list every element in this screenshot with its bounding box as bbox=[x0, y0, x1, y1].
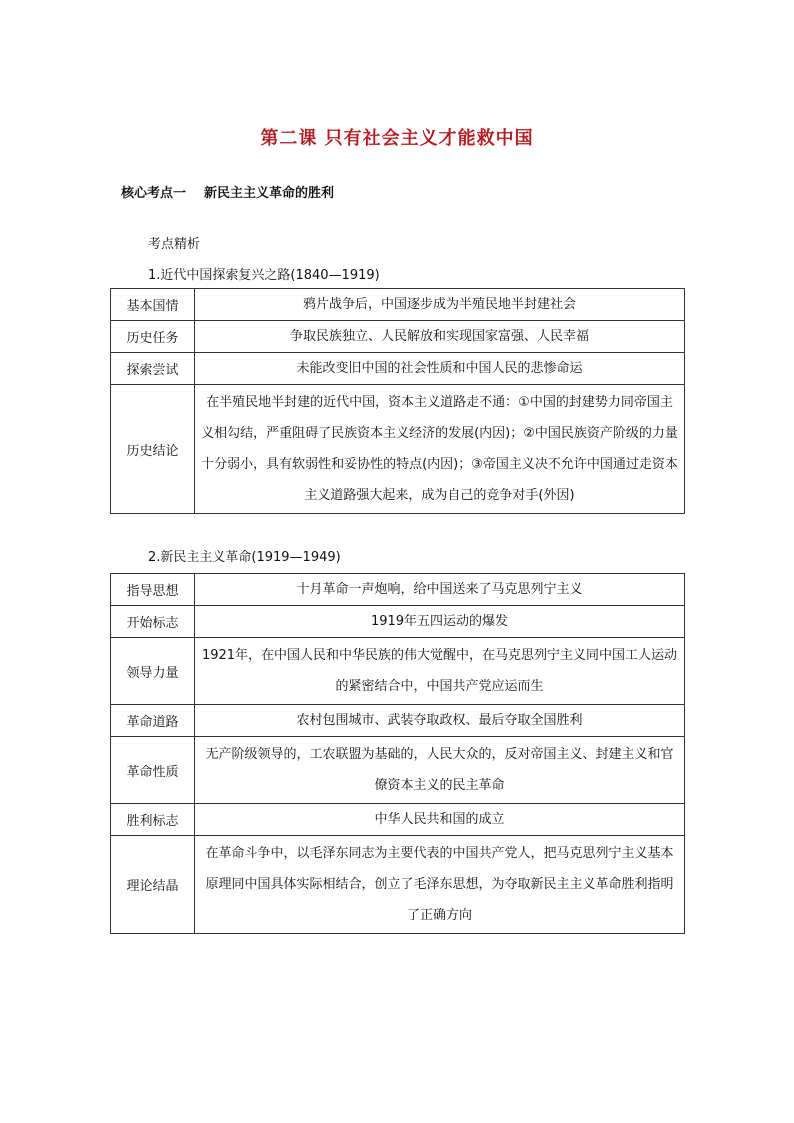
table-row bbox=[111, 737, 685, 804]
row-value: 在半殖民地半封建的近代中国，资本主义道路走不通：①中国的封建势力同帝国主义相勾结，严重阻碍了民族资本主义经济的发展(内因)；②中国民族资产阶级的力量十分弱小，具有软弱性和妥协性的特点(内因)；③帝国主义决不允许中国通过走资本主义道路强大起来，成为自己的竞争对手(外因) bbox=[195, 385, 685, 514]
row-label: 领导力量 bbox=[111, 638, 195, 705]
table-row bbox=[111, 353, 685, 385]
table-row bbox=[111, 804, 685, 836]
revolution-table bbox=[110, 573, 685, 934]
table-row bbox=[111, 289, 685, 321]
row-label: 探索尝试 bbox=[111, 353, 195, 385]
row-label: 历史任务 bbox=[111, 321, 195, 353]
table-row bbox=[111, 638, 685, 705]
table-row bbox=[111, 321, 685, 353]
row-value: 未能改变旧中国的社会性质和中国人民的悲惨命运 bbox=[195, 353, 685, 385]
table-row bbox=[111, 385, 685, 514]
page-title: 第二课 只有社会主义才能救中国 bbox=[260, 128, 534, 149]
row-value: 争取民族独立、人民解放和实现国家富强、人民幸福 bbox=[195, 321, 685, 353]
table-row bbox=[111, 606, 685, 638]
row-label: 基本国情 bbox=[111, 289, 195, 321]
row-label: 理论结晶 bbox=[111, 836, 195, 934]
row-value: 1921年，在中国人民和中华民族的伟大觉醒中，在马克思列宁主义同中国工人运动的紧密结合中，中国共产党应运而生 bbox=[195, 638, 685, 705]
table-row bbox=[111, 836, 685, 934]
row-label: 革命性质 bbox=[111, 737, 195, 804]
row-label: 胜利标志 bbox=[111, 804, 195, 836]
row-value: 1919年五四运动的爆发 bbox=[195, 606, 685, 638]
section-label: 核心考点一 bbox=[121, 186, 187, 201]
row-label: 开始标志 bbox=[111, 606, 195, 638]
row-value: 中华人民共和国的成立 bbox=[195, 804, 685, 836]
row-label: 指导思想 bbox=[111, 574, 195, 606]
table-row bbox=[111, 705, 685, 737]
row-value: 无产阶级领导的，工农联盟为基础的，人民大众的，反对帝国主义、封建主义和官僚资本主义的民主革命 bbox=[195, 737, 685, 804]
section-title: 新民主主义革命的胜利 bbox=[204, 186, 335, 201]
exploration-table bbox=[110, 288, 685, 514]
row-value: 农村包围城市、武装夺取政权、最后夺取全国胜利 bbox=[195, 705, 685, 737]
table-row bbox=[111, 574, 685, 606]
subheading: 考点精析 bbox=[148, 237, 201, 252]
table1-caption: 1.近代中国探索复兴之路(1840—1919) bbox=[148, 268, 380, 283]
row-value: 在革命斗争中，以毛泽东同志为主要代表的中国共产党人，把马克思列宁主义基本原理同中国具体实际相结合，创立了毛泽东思想，为夺取新民主主义革命胜利指明了正确方向 bbox=[195, 836, 685, 934]
section-heading bbox=[121, 182, 334, 201]
row-label: 历史结论 bbox=[111, 385, 195, 514]
table2-caption: 2.新民主主义革命(1919—1949) bbox=[148, 550, 341, 565]
row-label: 革命道路 bbox=[111, 705, 195, 737]
row-value: 十月革命一声炮响，给中国送来了马克思列宁主义 bbox=[195, 574, 685, 606]
row-value: 鸦片战争后，中国逐步成为半殖民地半封建社会 bbox=[195, 289, 685, 321]
